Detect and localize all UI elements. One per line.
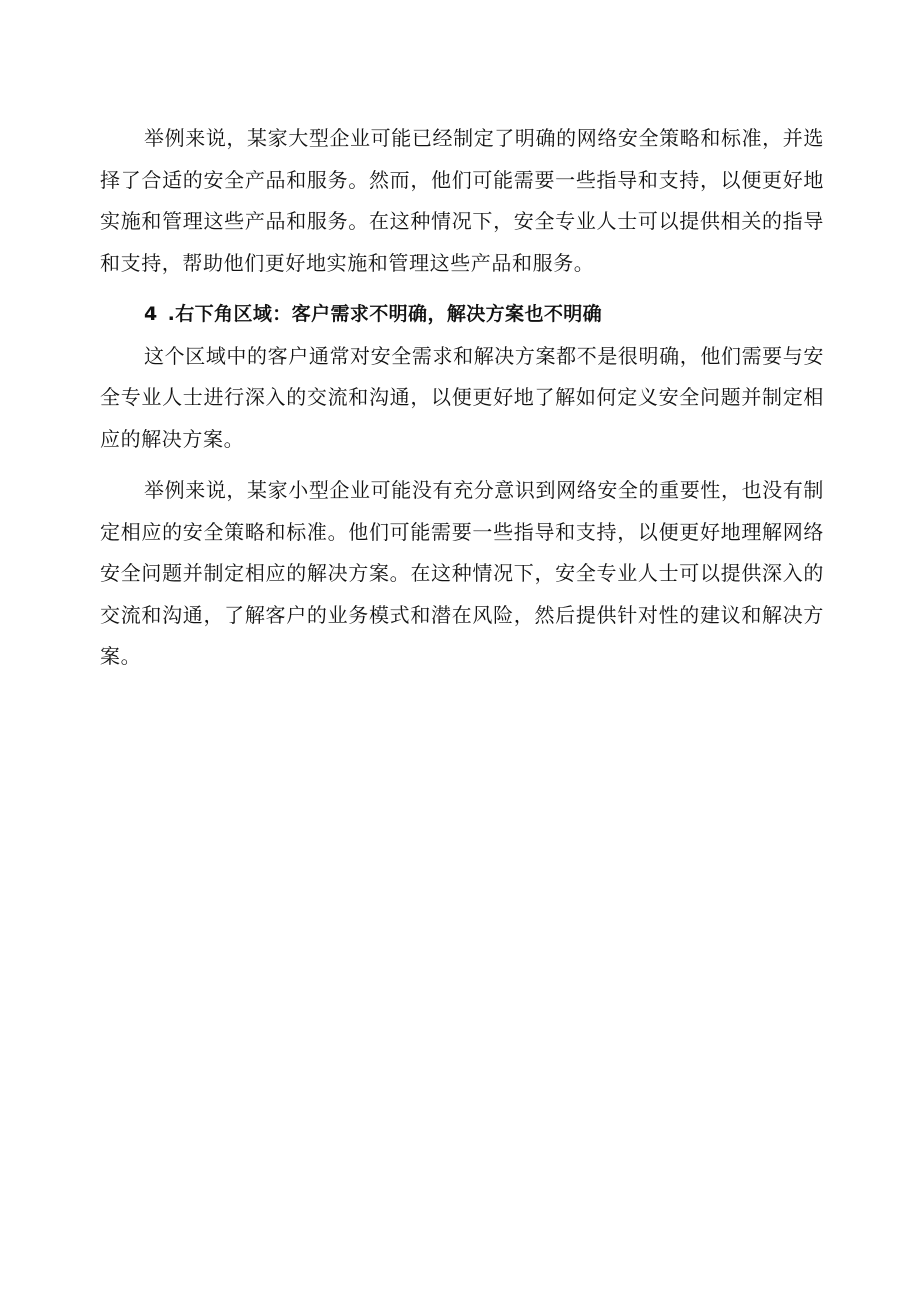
paragraph-large-enterprise-example: 举例来说，某家大型企业可能已经制定了明确的网络安全策略和标准，并选择了合适的安全产品和服务。然而，他们可能需要一些指导和支持，以便更好地实施和管理这些产品和服务。在这种情况下，安全专业人士可以提供相关的指导和支持，帮助他们更好地实施和管理这些产品和服务。 — [100, 126, 824, 275]
section-title: .右下角区域：客户需求不明确，解决方案也不明确 — [167, 303, 603, 325]
document-body — [100, 118, 824, 688]
section-number: 4 — [144, 303, 158, 325]
section-heading-4 — [100, 294, 824, 336]
paragraph-section-4-description: 这个区域中的客户通常对安全需求和解决方案都不是很明确，他们需要与安全专业人士进行深入的交流和沟通，以便更好地了解如何定义安全问题并制定相应的解决方案。 — [100, 343, 824, 451]
paragraph-small-enterprise-example: 举例来说，某家小型企业可能没有充分意识到网络安全的重要性，也没有制定相应的安全策略和标准。他们可能需要一些指导和支持，以便更好地理解网络安全问题并制定相应的解决方案。在这种情况下，安全专业人士可以提供深入的交流和沟通，了解客户的业务模式和潜在风险，然后提供针对性的建议和解决方案。 — [100, 478, 824, 668]
